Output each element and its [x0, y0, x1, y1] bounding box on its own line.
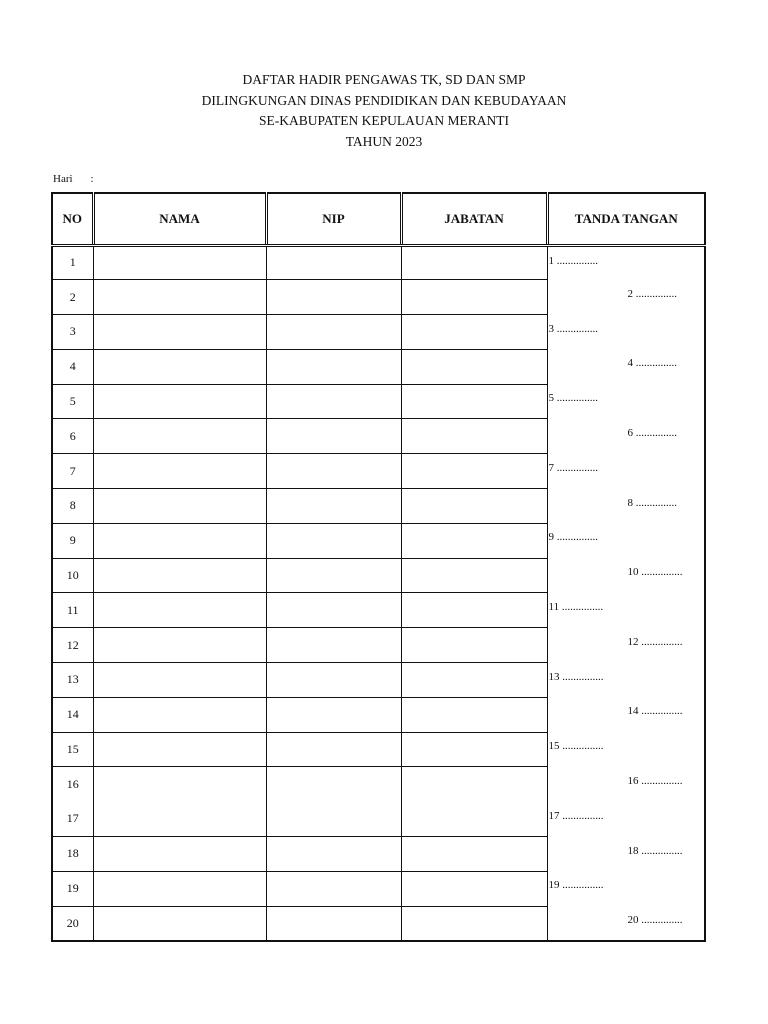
- table-row: [52, 523, 705, 558]
- signature-line: 20 ...............: [627, 914, 683, 927]
- signature-line: 4 ...............: [627, 357, 677, 370]
- nip-cell[interactable]: [266, 767, 401, 802]
- signature-line: 7 ...............: [548, 461, 598, 474]
- title-line-3: SE-KABUPATEN KEPULAUAN MERANTI: [258, 113, 509, 128]
- signature-line: 19 ...............: [548, 879, 604, 892]
- row-number: 15: [52, 732, 93, 767]
- row-number: 13: [52, 663, 93, 698]
- signature-cell[interactable]: [547, 628, 705, 663]
- document-title: [0, 70, 768, 152]
- nama-cell[interactable]: [93, 315, 266, 350]
- signature-line: 8 ...............: [627, 496, 677, 509]
- row-number: 12: [52, 628, 93, 663]
- table-row: [52, 454, 705, 489]
- signature-cell[interactable]: [547, 871, 705, 906]
- row-number: 2: [52, 280, 93, 315]
- table-row: [52, 906, 705, 941]
- row-number: 9: [52, 523, 93, 558]
- table-row: [52, 593, 705, 628]
- header-tanda-tangan: TANDA TANGAN: [547, 193, 705, 245]
- jabatan-cell[interactable]: [401, 871, 547, 906]
- table-row: [52, 384, 705, 419]
- jabatan-cell[interactable]: [401, 315, 547, 350]
- nama-cell[interactable]: [93, 419, 266, 454]
- row-number: 16: [52, 767, 93, 802]
- nama-cell[interactable]: [93, 384, 266, 419]
- row-number: 17: [52, 802, 93, 837]
- signature-line: 6 ...............: [627, 426, 677, 439]
- signature-line: 2 ...............: [627, 287, 677, 300]
- signature-cell[interactable]: [547, 558, 705, 593]
- nama-cell[interactable]: [93, 732, 266, 767]
- nip-cell[interactable]: [266, 697, 401, 732]
- signature-cell[interactable]: [547, 663, 705, 698]
- row-number: 11: [52, 593, 93, 628]
- nama-cell[interactable]: [93, 767, 266, 802]
- nip-cell[interactable]: [266, 802, 401, 837]
- signature-line: 9 ...............: [548, 531, 598, 544]
- jabatan-cell[interactable]: [401, 906, 547, 941]
- nip-cell[interactable]: [266, 523, 401, 558]
- attendance-table: [51, 192, 706, 942]
- signature-line: 14 ...............: [627, 705, 683, 718]
- table-row: [52, 558, 705, 593]
- table-row: [52, 280, 705, 315]
- nama-cell[interactable]: [93, 871, 266, 906]
- hari-field: [53, 173, 94, 185]
- header-no: NO: [52, 193, 93, 245]
- nama-cell[interactable]: [93, 663, 266, 698]
- row-number: 8: [52, 489, 93, 524]
- nip-cell[interactable]: [266, 454, 401, 489]
- jabatan-cell[interactable]: [401, 558, 547, 593]
- nama-cell[interactable]: [93, 802, 266, 837]
- jabatan-cell[interactable]: [401, 802, 547, 837]
- nama-cell[interactable]: [93, 280, 266, 315]
- signature-cell[interactable]: [547, 315, 705, 350]
- table-row: [52, 489, 705, 524]
- table-row: [52, 349, 705, 384]
- nama-cell[interactable]: [93, 349, 266, 384]
- nama-cell[interactable]: [93, 489, 266, 524]
- signature-cell[interactable]: [547, 349, 705, 384]
- nip-cell[interactable]: [266, 349, 401, 384]
- jabatan-cell[interactable]: [401, 732, 547, 767]
- jabatan-cell[interactable]: [401, 697, 547, 732]
- jabatan-cell[interactable]: [401, 489, 547, 524]
- nip-cell[interactable]: [266, 628, 401, 663]
- table-row: [52, 419, 705, 454]
- jabatan-cell[interactable]: [401, 837, 547, 872]
- signature-line: 11 ...............: [548, 600, 604, 613]
- signature-line: 13 ...............: [548, 670, 604, 683]
- signature-cell[interactable]: [547, 732, 705, 767]
- title-line-4: TAHUN 2023: [345, 133, 423, 149]
- jabatan-cell[interactable]: [401, 349, 547, 384]
- table-row: [52, 802, 705, 837]
- table-row: [52, 871, 705, 906]
- nip-cell[interactable]: [266, 906, 401, 941]
- jabatan-cell[interactable]: [401, 419, 547, 454]
- signature-cell[interactable]: [547, 454, 705, 489]
- nip-cell[interactable]: [266, 732, 401, 767]
- signature-line: 17 ...............: [548, 809, 604, 822]
- table-row: [52, 245, 705, 280]
- jabatan-cell[interactable]: [401, 628, 547, 663]
- row-number: 19: [52, 871, 93, 906]
- row-number: 1: [52, 245, 93, 280]
- row-number: 14: [52, 697, 93, 732]
- signature-line: 5 ...............: [548, 392, 598, 405]
- nip-cell[interactable]: [266, 419, 401, 454]
- jabatan-cell[interactable]: [401, 245, 547, 280]
- title-line-2: DILINGKUNGAN DINAS PENDIDIKAN DAN KEBUDAYAAN: [201, 92, 567, 108]
- nama-cell[interactable]: [93, 628, 266, 663]
- jabatan-cell[interactable]: [401, 454, 547, 489]
- signature-line: 3 ...............: [548, 322, 598, 335]
- signature-cell[interactable]: [547, 767, 705, 802]
- signature-line: 1 ...............: [548, 254, 598, 267]
- table-row: [52, 732, 705, 767]
- hari-label: Hari: [53, 173, 73, 185]
- header-jabatan: JABATAN: [401, 193, 547, 245]
- nip-cell[interactable]: [266, 280, 401, 315]
- nip-cell[interactable]: [266, 384, 401, 419]
- signature-line: 15 ...............: [548, 740, 604, 753]
- jabatan-cell[interactable]: [401, 663, 547, 698]
- nama-cell[interactable]: [93, 697, 266, 732]
- signature-cell[interactable]: [547, 245, 705, 280]
- jabatan-cell[interactable]: [401, 384, 547, 419]
- signature-cell[interactable]: [547, 419, 705, 454]
- signature-cell[interactable]: [547, 280, 705, 315]
- signature-cell[interactable]: [547, 697, 705, 732]
- row-number: 20: [52, 906, 93, 941]
- nip-cell[interactable]: [266, 663, 401, 698]
- row-number: 7: [52, 454, 93, 489]
- signature-cell[interactable]: [547, 837, 705, 872]
- nip-cell[interactable]: [266, 871, 401, 906]
- jabatan-cell[interactable]: [401, 523, 547, 558]
- hari-colon: :: [90, 173, 94, 185]
- signature-line: 10 ...............: [627, 566, 683, 579]
- signature-cell[interactable]: [547, 802, 705, 837]
- row-number: 10: [52, 558, 93, 593]
- title-line-1: DAFTAR HADIR PENGAWAS TK, SD DAN SMP: [242, 72, 526, 87]
- nama-cell[interactable]: [93, 837, 266, 872]
- nama-cell[interactable]: [93, 245, 266, 280]
- row-number: 3: [52, 315, 93, 350]
- table-row: [52, 628, 705, 663]
- table-row: [52, 663, 705, 698]
- signature-line: 18 ...............: [627, 844, 683, 857]
- nip-cell[interactable]: [266, 593, 401, 628]
- signature-line: 16 ...............: [627, 774, 683, 787]
- table-row: [52, 837, 705, 872]
- nama-cell[interactable]: [93, 906, 266, 941]
- row-number: 5: [52, 384, 93, 419]
- table-header-row: [52, 193, 705, 245]
- nip-cell[interactable]: [266, 489, 401, 524]
- table-row: [52, 697, 705, 732]
- row-number: 6: [52, 419, 93, 454]
- nama-cell[interactable]: [93, 593, 266, 628]
- nama-cell[interactable]: [93, 558, 266, 593]
- row-number: 18: [52, 837, 93, 872]
- nip-cell[interactable]: [266, 837, 401, 872]
- signature-cell[interactable]: [547, 593, 705, 628]
- jabatan-cell[interactable]: [401, 593, 547, 628]
- signature-line: 12 ...............: [627, 635, 683, 648]
- signature-cell[interactable]: [547, 384, 705, 419]
- signature-cell[interactable]: [547, 523, 705, 558]
- table-row: [52, 767, 705, 802]
- signature-cell[interactable]: [547, 489, 705, 524]
- nama-cell[interactable]: [93, 523, 266, 558]
- table-row: [52, 315, 705, 350]
- jabatan-cell[interactable]: [401, 280, 547, 315]
- jabatan-cell[interactable]: [401, 767, 547, 802]
- nama-cell[interactable]: [93, 454, 266, 489]
- header-nama: NAMA: [93, 193, 266, 245]
- header-nip: NIP: [266, 193, 401, 245]
- nip-cell[interactable]: [266, 315, 401, 350]
- nip-cell[interactable]: [266, 245, 401, 280]
- nip-cell[interactable]: [266, 558, 401, 593]
- signature-cell[interactable]: [547, 906, 705, 941]
- row-number: 4: [52, 349, 93, 384]
